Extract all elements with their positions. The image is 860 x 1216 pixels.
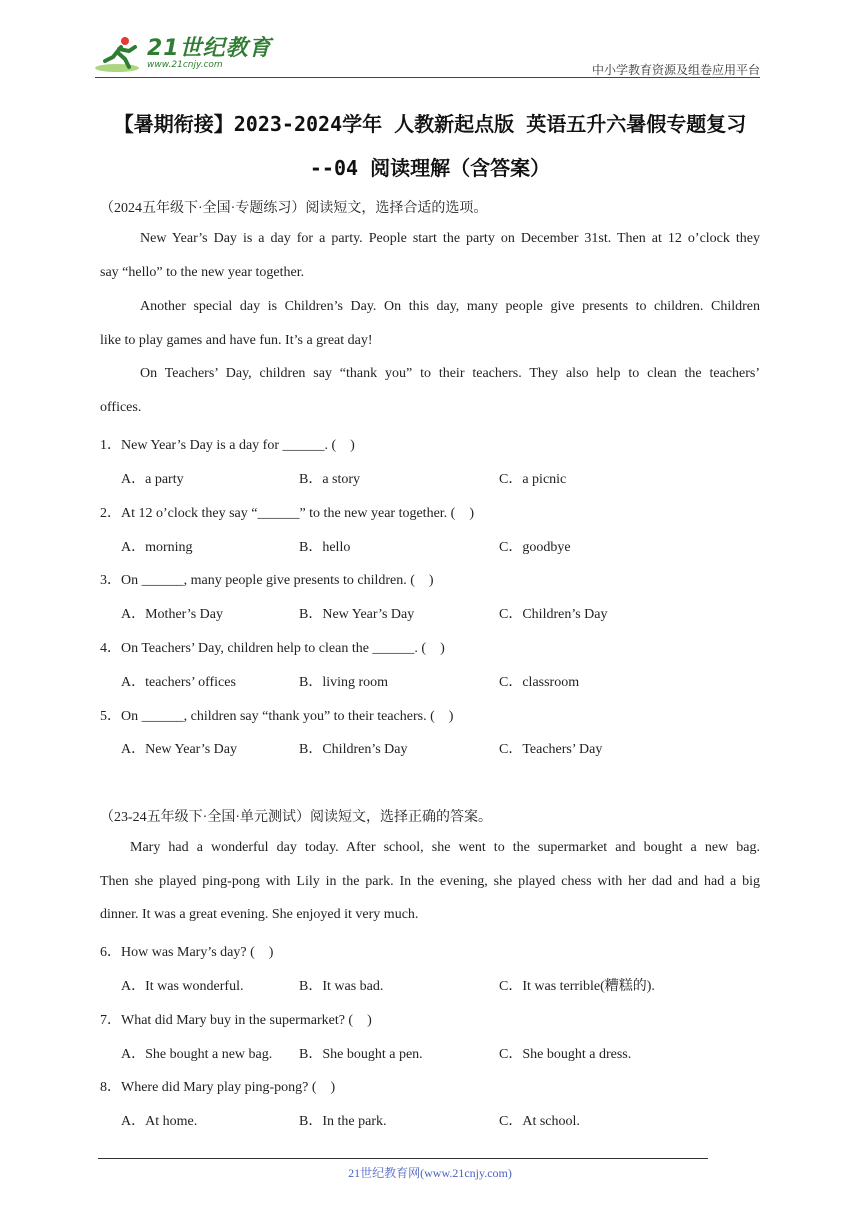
passage1-line: say “hello” to the new year together.	[100, 265, 305, 280]
option-c: C．Teachers’ Day	[499, 742, 603, 757]
footer-divider	[98, 1158, 708, 1159]
option-b: B．living room	[299, 675, 389, 690]
question: 4．On Teachers’ Day, children help to clean the ______. ( )	[100, 641, 445, 656]
page-header	[95, 30, 760, 80]
footer-link[interactable]: 21世纪教育网(www.21cnjy.com)	[348, 1166, 512, 1180]
passage1-line: offices.	[100, 400, 142, 415]
option-a: A．morning	[121, 540, 193, 555]
option-a: A．a party	[121, 472, 184, 487]
section1-source: （2024五年级下·全国·专题练习）阅读短文，选择合适的选项。	[100, 201, 488, 216]
passage1-line: Another special day is Children’s Day. On this day, many people give presents to children. Children	[140, 299, 760, 314]
question: 2．At 12 o’clock they say “______” to the new year together. ( )	[100, 506, 475, 521]
header-divider	[95, 77, 760, 78]
passage1-line: On Teachers’ Day, children say “thank you” to their teachers. They also help to clean the teachers’	[140, 366, 760, 381]
option-c: C．goodbye	[499, 540, 571, 555]
option-b: B．She bought a pen.	[299, 1047, 423, 1062]
option-c: C．She bought a dress.	[499, 1047, 632, 1062]
option-b: B．Children’s Day	[299, 742, 408, 757]
logo-sub-text: www.21cnjy.com	[147, 60, 223, 70]
section2-source: （23-24五年级下·全国·单元测试）阅读短文，选择正确的答案。	[100, 810, 492, 825]
option-b: B．hello	[299, 540, 351, 555]
document-title-line-1: 【暑期衔接】2023-2024学年 人教新起点版 英语五升六暑假专题复习	[113, 112, 747, 136]
passage2-line: dinner. It was a great evening. She enjoyed it very much.	[100, 907, 419, 922]
option-b: B．In the park.	[299, 1114, 387, 1129]
question: 8．Where did Mary play ping-pong? ( )	[100, 1080, 336, 1095]
question: 1．New Year’s Day is a day for ______. ( )	[100, 438, 355, 453]
logo-main-text: 21世纪教育	[147, 36, 272, 61]
option-a: A．teachers’ offices	[121, 675, 236, 690]
option-c: C．It was terrible(糟糕的).	[499, 979, 655, 994]
option-b: B．It was bad.	[299, 979, 384, 994]
platform-name: 中小学教育资源及组卷应用平台	[591, 63, 760, 77]
passage1-line: like to play games and have fun. It’s a great day!	[100, 333, 373, 348]
passage1-line: New Year’s Day is a day for a party. People start the party on December 31st. Then at 12 o’clock they	[140, 231, 760, 246]
question: 7．What did Mary buy in the supermarket? ( )	[100, 1013, 372, 1028]
question: 6．How was Mary’s day? ( )	[100, 945, 274, 960]
option-c: C．a picnic	[499, 472, 567, 487]
option-b: B．a story	[299, 472, 361, 487]
runner-logo-icon	[95, 35, 143, 73]
option-a: A．She bought a new bag.	[121, 1047, 273, 1062]
option-a: A．New Year’s Day	[121, 742, 238, 757]
option-b: B．New Year’s Day	[299, 607, 415, 622]
option-a: A．Mother’s Day	[121, 607, 224, 622]
question: 5．On ______, children say “thank you” to their teachers. ( )	[100, 709, 454, 724]
option-c: C．Children’s Day	[499, 607, 608, 622]
option-a: A．At home.	[121, 1114, 198, 1129]
passage2-line: Then she played ping-pong with Lily in the park. In the evening, she played chess with her dad and had a big	[100, 874, 760, 889]
document-title-line-2: --04 阅读理解（含答案）	[309, 156, 551, 180]
option-c: C．classroom	[499, 675, 580, 690]
logo	[95, 35, 272, 73]
question: 3．On ______, many people give presents to children. ( )	[100, 573, 434, 588]
passage2-line: Mary had a wonderful day today. After school, she went to the supermarket and bought a new bag.	[130, 840, 760, 855]
option-c: C．At school.	[499, 1114, 580, 1129]
option-a: A．It was wonderful.	[121, 979, 244, 994]
